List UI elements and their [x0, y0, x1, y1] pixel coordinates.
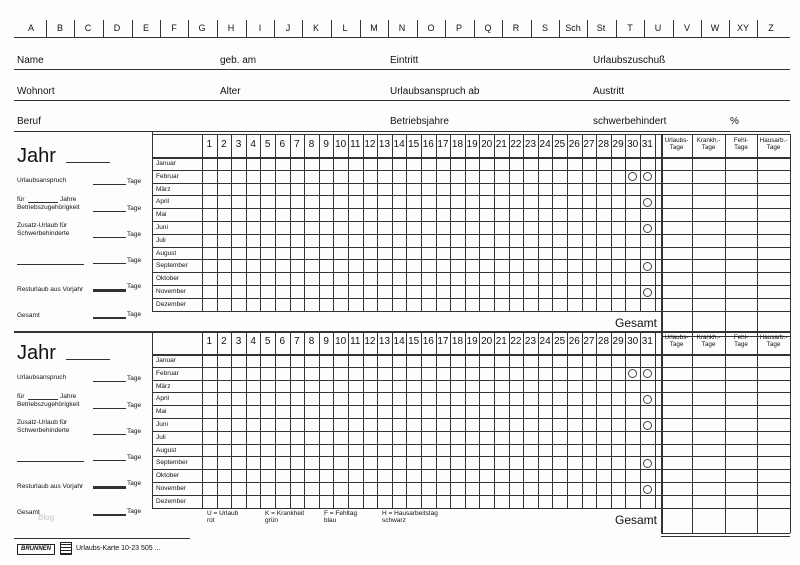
- column-letter: I: [258, 23, 262, 33]
- watermark-text: Blog: [38, 513, 55, 522]
- column-divider: [188, 20, 189, 37]
- day-number: 21: [495, 139, 507, 150]
- table-header-line: [152, 354, 790, 356]
- table-row-line: [152, 431, 790, 432]
- table-header-line: [152, 157, 790, 159]
- month-label: August: [156, 249, 177, 257]
- column-divider: [132, 20, 133, 37]
- legend-entry-line1: K = Krankheit: [265, 509, 305, 517]
- day-number: 17: [437, 336, 449, 347]
- summary-divider: [692, 134, 693, 336]
- day-number: 29: [612, 139, 624, 150]
- month-label: März: [156, 382, 171, 390]
- day-number: 19: [466, 139, 478, 150]
- month-label: Januar: [156, 160, 176, 167]
- summary-header-line2: Tage: [734, 341, 748, 348]
- column-letter: C: [84, 23, 92, 33]
- legend-entry-line1: U = Urlaub: [207, 509, 239, 517]
- invalid-day-circle-icon: [643, 172, 652, 181]
- summary-divider: [661, 331, 663, 533]
- day-number: 20: [481, 139, 493, 150]
- product-code-label: Urlaubs-Karte 10-23 505 ...: [76, 545, 161, 552]
- table-row-line: [152, 272, 790, 273]
- month-label: Juni: [156, 224, 168, 231]
- tage-label: Tage: [127, 402, 142, 409]
- column-letter: U: [654, 23, 662, 33]
- day-number: 28: [597, 139, 610, 150]
- column-letter: G: [198, 23, 206, 33]
- day-number: 18: [451, 336, 464, 347]
- column-divider: [417, 20, 418, 37]
- tage-label: Tage: [127, 480, 142, 487]
- summary-header-line1: Fehl-: [733, 334, 749, 341]
- column-letter: F: [171, 23, 177, 33]
- day-number: 28: [597, 336, 610, 347]
- summary-header-line1: Krankh.-: [696, 334, 721, 341]
- day-number: 2: [221, 139, 227, 150]
- column-divider: [445, 20, 446, 37]
- day-number: 19: [466, 336, 478, 347]
- summary-header-line1: Fehl-: [733, 137, 749, 144]
- days-write-line: [93, 460, 126, 461]
- day-number: 22: [510, 336, 522, 347]
- table-row-line: [152, 418, 790, 419]
- summary-header-line2: Tage: [669, 144, 684, 151]
- entry-date-label: Eintritt: [390, 55, 419, 66]
- day-number: 29: [612, 336, 624, 347]
- day-number: 9: [323, 336, 329, 347]
- table-row-line: [152, 170, 790, 171]
- days-write-line: [93, 434, 126, 435]
- day-number: 9: [323, 139, 329, 150]
- column-divider: [616, 20, 617, 37]
- days-write-line: [93, 317, 126, 319]
- day-number: 14: [393, 139, 405, 150]
- year-label: Jahr: [17, 145, 56, 167]
- table-row-line: [152, 380, 790, 381]
- day-number: 16: [422, 336, 434, 347]
- month-label: August: [156, 446, 177, 454]
- days-write-line: [93, 184, 126, 185]
- day-number: 3: [235, 139, 242, 150]
- day-number: 24: [539, 139, 551, 150]
- left-label-fuer: für: [17, 393, 25, 400]
- summary-divider: [790, 331, 791, 533]
- day-number: 13: [378, 139, 391, 150]
- month-label: Juni: [156, 421, 168, 428]
- table-row-line: [152, 469, 790, 470]
- month-label: April: [156, 395, 170, 403]
- summary-header-line2: Tage: [734, 144, 748, 151]
- invalid-day-circle-icon: [643, 198, 652, 207]
- table-row-line: [152, 221, 790, 222]
- column-divider: [160, 20, 161, 37]
- tage-label: Tage: [127, 231, 142, 238]
- column-letter: Z: [768, 23, 774, 33]
- table-row-line: [152, 285, 790, 286]
- summary-divider: [725, 134, 726, 336]
- column-letter: D: [113, 23, 121, 33]
- tage-label: Tage: [127, 257, 142, 264]
- day-number: 1: [206, 139, 213, 150]
- table-row-line: [152, 195, 790, 196]
- day-number: 31: [641, 139, 653, 150]
- day-number: 4: [250, 139, 256, 150]
- table-row-line: [152, 456, 790, 457]
- table-row-line: [152, 508, 790, 509]
- column-divider: [103, 20, 104, 37]
- severely-disabled-label: schwerbehindert: [593, 116, 667, 127]
- year-write-line: [66, 359, 110, 360]
- field-line: [14, 69, 790, 70]
- day-number: 21: [495, 336, 507, 347]
- days-write-line: [93, 237, 126, 238]
- exit-date-label: Austritt: [593, 86, 625, 97]
- left-label-fuer: für: [17, 196, 25, 203]
- day-number: 11: [350, 139, 361, 150]
- day-number: 24: [539, 336, 551, 347]
- summary-divider: [757, 331, 758, 533]
- column-divider: [644, 20, 645, 37]
- day-number: 8: [308, 336, 315, 347]
- left-label-gesamt: Gesamt: [17, 312, 40, 319]
- tage-label: Tage: [127, 311, 142, 318]
- gesamt-label: Gesamt: [614, 512, 657, 527]
- vacation-bonus-label: Urlaubszuschuß: [593, 55, 666, 66]
- gesamt-label: Gesamt: [614, 315, 657, 330]
- table-row-line: [152, 234, 790, 235]
- month-label: März: [156, 185, 171, 193]
- day-number: 25: [554, 336, 566, 347]
- summary-header-line1: Urlaubs-: [664, 137, 689, 144]
- left-label-resturlaub: Resturlaub aus Vorjahr: [17, 483, 84, 490]
- day-number: 14: [393, 336, 405, 347]
- years-write-line: [28, 202, 58, 203]
- day-number: 7: [294, 139, 300, 150]
- days-write-line: [93, 514, 126, 516]
- column-letter: H: [227, 23, 235, 33]
- summary-header-line2: Tage: [766, 341, 781, 348]
- table-row-line: [152, 247, 790, 248]
- table-row-line: [152, 495, 790, 496]
- invalid-day-circle-icon: [643, 421, 652, 430]
- invalid-day-circle-icon: [643, 288, 652, 297]
- residence-label: Wohnort: [17, 86, 55, 97]
- days-write-line: [93, 263, 126, 264]
- column-divider: [331, 20, 332, 37]
- column-letter: O: [427, 23, 435, 33]
- day-number: 16: [422, 139, 434, 150]
- column-divider: [46, 20, 47, 37]
- table-row-line: [152, 392, 790, 393]
- left-label-zusatz_urlaub_fuer: Zusatz-Urlaub für: [17, 222, 68, 229]
- month-label: Februar: [156, 172, 179, 180]
- day-number: 5: [264, 336, 271, 347]
- table-row-line: [152, 444, 790, 445]
- day-number: 22: [510, 139, 522, 150]
- left-label-urlaubsanspruch: Urlaubsanspruch: [17, 374, 67, 381]
- summary-header-line2: Tage: [669, 341, 684, 348]
- letters-baseline: [14, 37, 790, 38]
- summary-header-line2: Tage: [701, 144, 716, 151]
- day-number: 8: [308, 139, 315, 150]
- month-label: Dezember: [156, 497, 186, 505]
- column-divider: [673, 20, 674, 37]
- table-row-line: [152, 183, 790, 184]
- day-number: 27: [583, 139, 595, 150]
- invalid-day-circle-icon: [628, 172, 637, 181]
- column-letter: E: [142, 23, 149, 33]
- left-label-resturlaub: Resturlaub aus Vorjahr: [17, 286, 84, 293]
- month-label: November: [156, 485, 186, 492]
- day-number: 11: [350, 336, 361, 347]
- month-label: Oktober: [156, 275, 180, 283]
- tage-label: Tage: [127, 428, 142, 435]
- invalid-day-circle-icon: [643, 485, 652, 494]
- column-letter: W: [710, 23, 720, 33]
- invalid-day-circle-icon: [643, 459, 652, 468]
- brand-emblem-icon: [60, 542, 72, 555]
- table-row-line: [152, 405, 790, 406]
- days-write-line: [93, 408, 126, 409]
- resturlaub-double-line: [93, 488, 126, 489]
- totals-bottom-line: [661, 533, 790, 535]
- column-letter: A: [27, 23, 34, 33]
- legend-entry-line2: grün: [265, 517, 279, 525]
- day-number: 6: [279, 139, 286, 150]
- column-divider: [531, 20, 532, 37]
- column-divider: [587, 20, 588, 37]
- day-number: 26: [568, 139, 580, 150]
- legend-entry-line2: blau: [324, 517, 337, 525]
- custom-entry-write-line: [17, 461, 84, 462]
- left-label-schwerbehinderte: Schwerbehinderte: [17, 230, 70, 237]
- day-number: 23: [524, 336, 537, 347]
- invalid-day-circle-icon: [628, 369, 637, 378]
- years-write-line: [28, 399, 58, 400]
- day-number: 25: [554, 139, 566, 150]
- age-label: Alter: [220, 86, 241, 97]
- column-letter: J: [285, 23, 291, 33]
- custom-entry-write-line: [17, 264, 84, 265]
- day-number: 12: [364, 336, 376, 347]
- brunnen-logo: BRUNNEN: [17, 544, 55, 555]
- month-label: November: [156, 288, 186, 295]
- section-separator: [14, 331, 790, 333]
- column-letter: L: [342, 23, 348, 33]
- day-number: 13: [378, 336, 391, 347]
- invalid-day-circle-icon: [643, 224, 652, 233]
- days-write-line: [93, 211, 126, 212]
- field-line: [14, 131, 790, 132]
- day-number: 20: [481, 336, 493, 347]
- legend-entry-line2: schwarz: [382, 517, 406, 525]
- year-write-line: [66, 162, 110, 163]
- day-number: 6: [279, 336, 286, 347]
- tage-label: Tage: [127, 205, 142, 212]
- day-number: 1: [206, 336, 213, 347]
- day-number: 7: [294, 336, 300, 347]
- column-divider: [388, 20, 389, 37]
- column-divider: [302, 20, 303, 37]
- month-label: September: [156, 459, 188, 467]
- month-label: Mai: [156, 408, 167, 416]
- invalid-day-circle-icon: [643, 262, 652, 271]
- tage-label: Tage: [127, 454, 142, 461]
- left-label-jahre: Jahre: [60, 393, 77, 400]
- totals-double-line: [661, 536, 790, 537]
- tage-label: Tage: [127, 375, 142, 382]
- day-number: 30: [627, 139, 639, 150]
- month-label: Februar: [156, 369, 179, 377]
- column-letter: XY: [736, 23, 749, 33]
- left-label-betriebszugehoerigkeit: Betriebszugehörigkeit: [17, 401, 80, 408]
- left-label-zusatz_urlaub_fuer: Zusatz-Urlaub für: [17, 419, 68, 426]
- day-number: 12: [364, 139, 376, 150]
- years-of-service-label: Betriebsjahre: [390, 116, 449, 127]
- summary-divider: [790, 134, 791, 336]
- day-number: 3: [235, 336, 242, 347]
- month-label: Juli: [156, 236, 166, 244]
- column-divider: [217, 20, 218, 37]
- left-label-urlaubsanspruch: Urlaubsanspruch: [17, 177, 67, 184]
- month-label: Dezember: [156, 300, 186, 308]
- summary-divider: [725, 331, 726, 533]
- legend-entry-line1: F = Fehltag: [324, 509, 358, 517]
- summary-divider: [661, 134, 663, 336]
- column-divider: [729, 20, 730, 37]
- left-label-schwerbehinderte: Schwerbehinderte: [17, 427, 70, 434]
- column-divider: [246, 20, 247, 37]
- tage-label: Tage: [127, 178, 142, 185]
- month-label: September: [156, 262, 188, 270]
- tage-label: Tage: [127, 508, 142, 515]
- column-letter: P: [455, 23, 462, 33]
- month-label: Mai: [156, 211, 167, 219]
- column-divider: [757, 20, 758, 37]
- column-letter: S: [541, 23, 548, 33]
- table-row-line: [152, 482, 790, 483]
- tage-label: Tage: [127, 283, 142, 290]
- column-letter: T: [627, 23, 633, 33]
- day-number: 31: [641, 336, 653, 347]
- column-divider: [559, 20, 560, 37]
- column-letter: M: [370, 23, 378, 33]
- invalid-day-circle-icon: [643, 395, 652, 404]
- month-label: Juli: [156, 433, 166, 441]
- field-line: [14, 100, 790, 101]
- left-label-betriebszugehoerigkeit: Betriebszugehörigkeit: [17, 204, 80, 211]
- day-number: 10: [335, 139, 347, 150]
- column-divider: [74, 20, 75, 37]
- summary-header-line2: Tage: [766, 144, 781, 151]
- table-top-line: [152, 134, 790, 135]
- column-divider: [360, 20, 361, 37]
- column-divider: [274, 20, 275, 37]
- day-number: 30: [627, 336, 639, 347]
- summary-header-line2: Tage: [701, 341, 716, 348]
- day-number: 15: [408, 139, 420, 150]
- legend-entry-line2: rot: [207, 517, 215, 525]
- summary-header-line1: Hausarb.-: [759, 137, 788, 144]
- footer-line: [14, 538, 190, 539]
- table-row-line: [152, 298, 790, 299]
- day-number: 26: [568, 336, 580, 347]
- day-number: 15: [408, 336, 420, 347]
- summary-header-line1: Hausarb.-: [759, 334, 788, 341]
- summary-header-line1: Urlaubs-: [664, 334, 689, 341]
- month-label: Oktober: [156, 472, 180, 480]
- occupation-label: Beruf: [17, 116, 41, 127]
- day-number: 10: [335, 336, 347, 347]
- day-number: 17: [437, 139, 449, 150]
- days-write-line: [93, 381, 126, 382]
- column-divider: [474, 20, 475, 37]
- invalid-day-circle-icon: [643, 369, 652, 378]
- percent-label: %: [730, 116, 739, 127]
- legend-entry-line1: H = Hausarbeitstag: [382, 509, 438, 517]
- table-row-line: [152, 208, 790, 209]
- year-label: Jahr: [17, 342, 56, 364]
- table-row-line: [152, 259, 790, 260]
- column-letter: V: [683, 23, 690, 33]
- column-letter: R: [512, 23, 520, 33]
- summary-header-line1: Krankh.-: [696, 137, 721, 144]
- column-divider: [502, 20, 503, 37]
- day-number: 18: [451, 139, 464, 150]
- table-row-line: [152, 367, 790, 368]
- column-letter: B: [56, 23, 63, 33]
- table-top-connector: [152, 131, 153, 134]
- day-number: 27: [583, 336, 595, 347]
- table-row-line: [152, 311, 790, 312]
- day-number: 4: [250, 336, 256, 347]
- name-label: Name: [17, 55, 44, 66]
- day-number: 5: [264, 139, 271, 150]
- summary-divider: [692, 331, 693, 533]
- vacation-entitlement-from-label: Urlaubsanspruch ab: [390, 86, 480, 97]
- column-letter: Sch: [565, 23, 581, 33]
- column-letter: K: [312, 23, 319, 33]
- month-label: Januar: [156, 357, 176, 364]
- summary-divider: [757, 134, 758, 336]
- column-divider: [701, 20, 702, 37]
- day-number: 2: [221, 336, 227, 347]
- resturlaub-double-line: [93, 291, 126, 292]
- left-label-jahre: Jahre: [60, 196, 77, 203]
- day-number: 23: [524, 139, 537, 150]
- column-letter: St: [596, 23, 606, 33]
- column-letter: N: [398, 23, 406, 33]
- month-label: April: [156, 198, 170, 206]
- left-label-gesamt: Gesamt: [17, 509, 40, 516]
- column-letter: Q: [484, 23, 492, 33]
- birthdate-label: geb. am: [220, 55, 257, 66]
